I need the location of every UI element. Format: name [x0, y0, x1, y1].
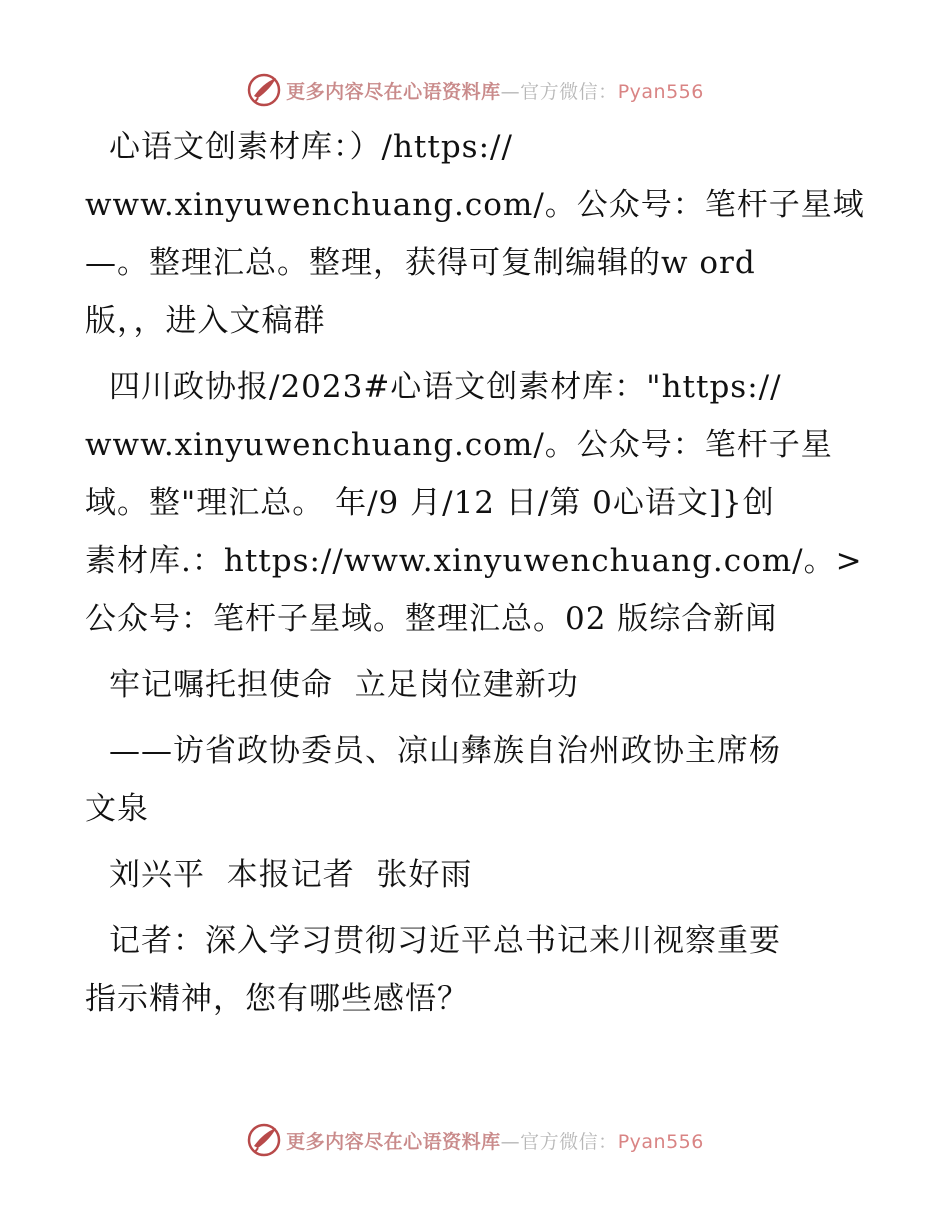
- article-subtitle: [85, 722, 877, 838]
- banner-separator: —: [500, 80, 521, 103]
- banner-brand: 更多内容尽在心语资料库: [286, 1130, 501, 1153]
- quill-logo-icon: [246, 72, 282, 108]
- header-watermark-banner: [0, 70, 950, 110]
- text-line: www.xinyuwenchuang.com/。公众号：笔杆子星: [85, 427, 833, 463]
- text-line: 文泉: [85, 791, 149, 827]
- banner-handle: Pyan556: [617, 80, 704, 103]
- banner-text: [286, 1127, 704, 1154]
- article-byline: [97, 846, 877, 904]
- text-line: —。整理汇总。整理，获得可复制编辑的w ord: [85, 245, 756, 281]
- paragraph: [85, 912, 877, 1028]
- footer-watermark-banner: [0, 1120, 950, 1160]
- text-line: 刘兴平 本报记者 张好雨: [109, 857, 473, 893]
- paragraph: [85, 118, 877, 350]
- banner-brand: 更多内容尽在心语资料库: [286, 80, 501, 103]
- text-line: 域。整"理汇总。 年/9 月/12 日/第 0心语文]}创: [85, 485, 775, 521]
- banner-handle: Pyan556: [617, 1130, 704, 1153]
- banner-label: 官方微信：: [520, 1130, 618, 1153]
- text-line: ——访省政协委员、凉山彝族自治州政协主席杨: [109, 733, 781, 769]
- text-line: www.xinyuwenchuang.com/。公众号：笔杆子星域: [85, 187, 865, 223]
- text-line: 版，，进入文稿群: [85, 303, 326, 339]
- quill-logo-icon: [246, 1122, 282, 1158]
- banner-label: 官方微信：: [520, 80, 618, 103]
- paragraph: [85, 358, 877, 648]
- banner-text: [286, 77, 704, 104]
- text-line: 记者：深入学习贯彻习近平总书记来川视察重要: [109, 923, 781, 959]
- article-title: [97, 656, 877, 714]
- text-line: 素材库.：https://www.xinyuwenchuang.com/。>: [85, 543, 863, 579]
- banner-separator: —: [500, 1130, 521, 1153]
- text-line: 心语文创素材库：）/https://: [109, 129, 513, 165]
- text-line: 指示精神，您有哪些感悟？: [85, 981, 469, 1017]
- document-body: [85, 118, 877, 1036]
- text-line: 四川政协报/2023#心语文创素材库："https://: [109, 369, 782, 405]
- text-line: 牢记嘱托担使命 立足岗位建新功: [109, 667, 579, 703]
- text-line: 公众号：笔杆子星域。整理汇总。02 版综合新闻: [85, 601, 778, 637]
